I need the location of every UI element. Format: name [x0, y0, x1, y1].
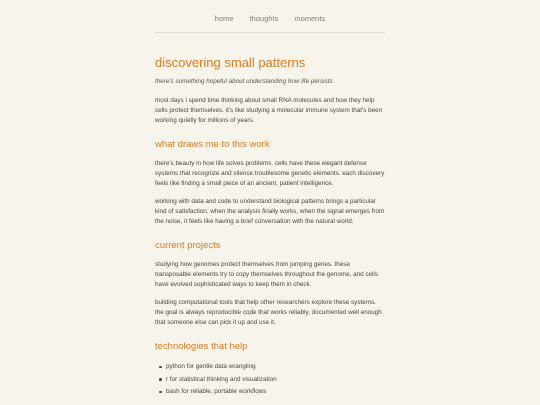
nav-link-moments[interactable]: moments — [294, 14, 326, 23]
nav-link-home[interactable]: home — [214, 14, 234, 23]
list-item: bash for reliable, portable workflows — [159, 386, 385, 399]
page-subtitle: there's something hopeful about understanding how life persists — [155, 78, 333, 85]
section-paragraph: there's beauty in how life solves problems. cells have these elegant defense systems that recognize and silence troublesome genetic elements. each discovery feels like finding a small piece of an ancient, patient intelligence. — [155, 160, 385, 187]
section-heading-technologies: technologies that help — [155, 341, 248, 352]
page-title: discovering small patterns — [155, 55, 306, 70]
list-item: python for gentle data wrangling — [159, 361, 385, 374]
section-paragraph: studying how genomes protect themselves from jumping genes. these transposable elements try to copy themselves throughout the genome, and cells have evolved sophisticated ways to keep them in check. — [155, 261, 378, 288]
main-content — [155, 55, 385, 399]
section-heading-projects: current projects — [155, 240, 221, 251]
section-paragraph: working with data and code to understand biological patterns brings a particular kind of satisfaction. when the analysis finally works, when the signal emerges from the noise, it feels like having a brief conversation with the natural world. — [155, 198, 385, 225]
top-nav — [155, 0, 385, 33]
technologies-list — [155, 361, 385, 399]
list-item: r for statistical thinking and visualization — [159, 374, 385, 387]
intro-paragraph: most days i spend time thinking about small RNA molecules and how they help cells protect themselves. it's like studying a molecular immune system that's been working quietly for millions of years. — [155, 97, 383, 124]
section-paragraph: building computational tools that help other researchers explore these systems. the goal is always reproducible code that works reliably, documented well enough that someone else can pick it up and use it. — [155, 299, 382, 326]
section-heading-draws: what draws me to this work — [155, 139, 270, 150]
nav-link-thoughts[interactable]: thoughts — [249, 14, 279, 23]
